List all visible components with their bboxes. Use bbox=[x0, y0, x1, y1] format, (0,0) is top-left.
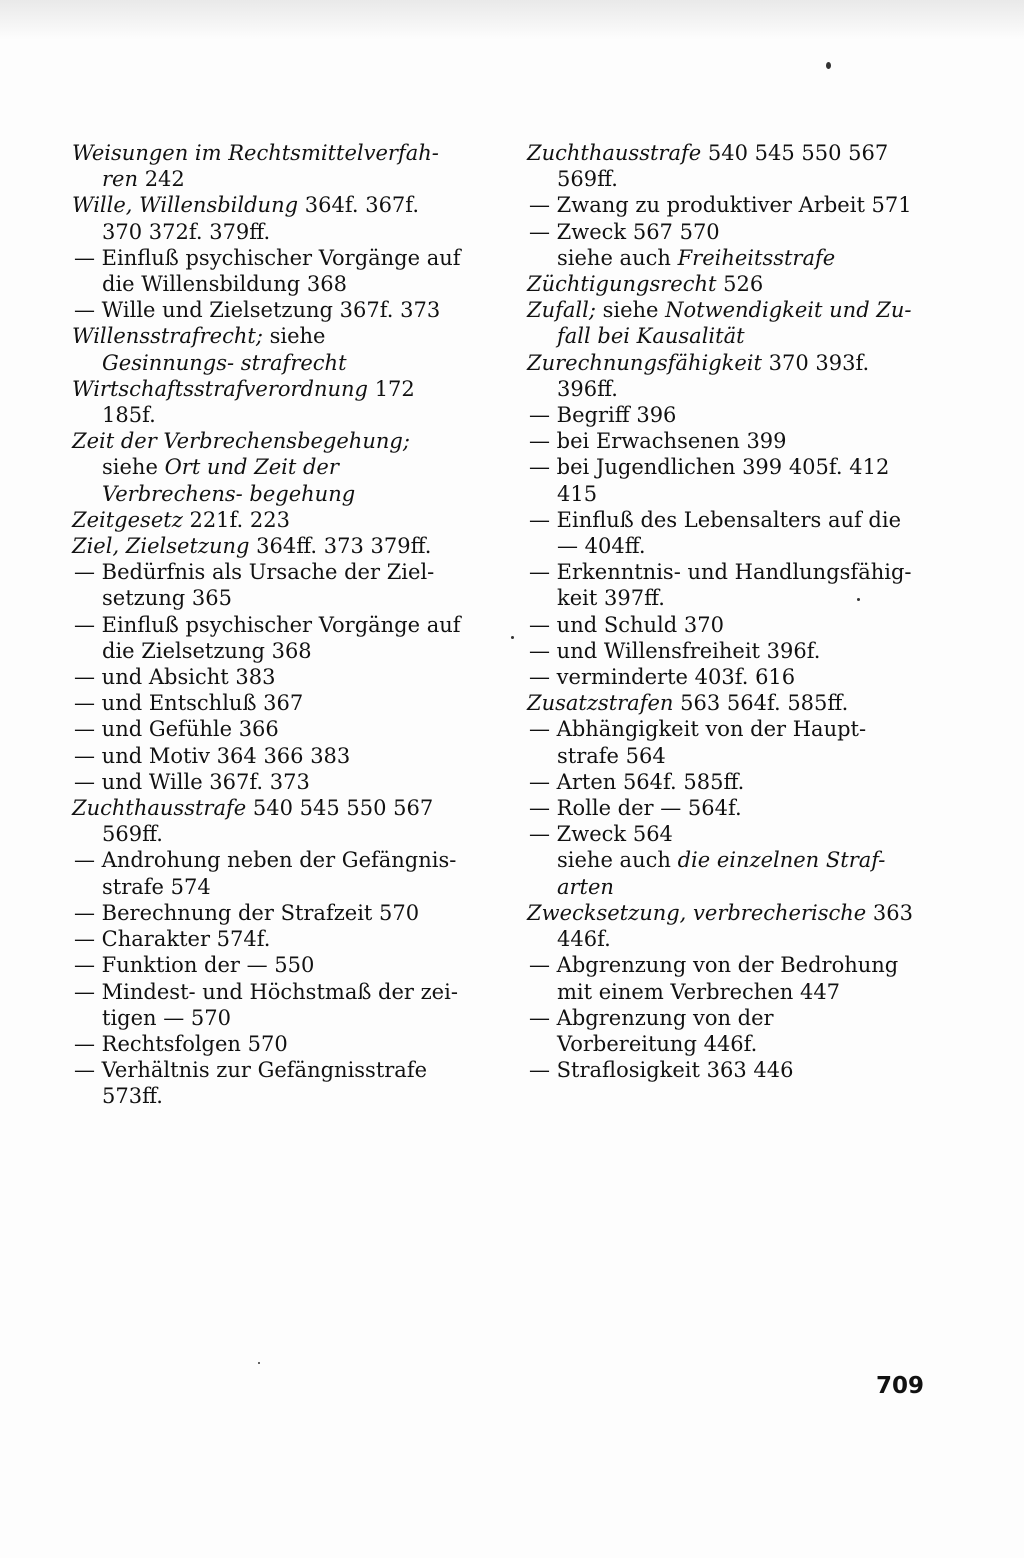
index-subentry bbox=[527, 507, 919, 559]
index-subentry bbox=[72, 297, 464, 323]
index-subentry bbox=[72, 1057, 464, 1109]
entry-term: Zufall; bbox=[527, 298, 596, 323]
index-entry bbox=[72, 428, 464, 507]
index-subentry bbox=[527, 559, 919, 611]
index-crossref bbox=[527, 245, 919, 271]
scan-speck bbox=[826, 62, 831, 69]
entry-references: — Erkenntnis- und Handlungsfähig- keit 397ff. bbox=[529, 560, 912, 611]
entry-references: — Abgrenzung von der Bedrohung mit einem Verbrechen 447 bbox=[529, 953, 899, 1004]
entry-references: 540 545 550 567 569ff. bbox=[102, 796, 434, 847]
entry-references: — Mindest- und Höchstmaß der zei- tigen — 570 bbox=[74, 979, 458, 1030]
entry-term: Zusatzstrafen bbox=[527, 691, 674, 716]
entry-references: 526 bbox=[723, 272, 764, 297]
index-crossref bbox=[527, 847, 919, 899]
entry-references: — Rechtsfolgen 570 bbox=[74, 1031, 288, 1056]
page-number: 709 bbox=[876, 1373, 925, 1399]
index-subentry bbox=[527, 219, 919, 245]
entry-references: 540 545 550 567 569ff. bbox=[557, 141, 889, 192]
index-subentry bbox=[72, 952, 464, 978]
entry-term: Züchtigungsrecht bbox=[527, 272, 717, 297]
index-subentry bbox=[72, 743, 464, 769]
entry-references: siehe auch bbox=[557, 848, 671, 873]
entry-references: — und Motiv 364 366 383 bbox=[74, 743, 351, 768]
index-column-left bbox=[72, 140, 464, 1110]
entry-term: Willensstrafrecht; bbox=[72, 324, 263, 349]
entry-references: — Abgrenzung von der Vorbereitung 446f. bbox=[529, 1005, 774, 1056]
entry-references: — und Schuld 370 bbox=[529, 612, 724, 637]
entry-references: — Einfluß psychischer Vorgänge auf die Willensbildung 368 bbox=[74, 245, 461, 297]
entry-references: — Bedürfnis als Ursache der Ziel- setzung 365 bbox=[74, 560, 435, 611]
entry-see-reference: die einzelnen Straf- arten bbox=[557, 848, 886, 899]
index-subentry bbox=[527, 612, 919, 638]
entry-references: — und Gefühle 366 bbox=[74, 717, 279, 742]
entry-references: siehe bbox=[269, 324, 326, 349]
index-subentry bbox=[72, 716, 464, 742]
index-entry bbox=[72, 507, 464, 533]
index-subentry bbox=[527, 769, 919, 795]
entry-references: — Androhung neben der Gefängnis- strafe 574 bbox=[74, 848, 457, 899]
entry-references: 370 393f. 396ff. bbox=[557, 350, 870, 401]
entry-references: — Zweck 564 bbox=[529, 822, 673, 847]
index-subentry bbox=[72, 1031, 464, 1057]
entry-see-reference: Freiheitsstrafe bbox=[677, 245, 836, 270]
index-subentry bbox=[527, 795, 919, 821]
entry-references: — Begriff 396 bbox=[529, 403, 677, 428]
entry-term: Zeitgesetz bbox=[72, 507, 183, 532]
scan-speck bbox=[857, 598, 860, 601]
entry-references: — Zweck 567 570 bbox=[529, 219, 720, 244]
entry-references: — Zwang zu produktiver Arbeit 571 bbox=[529, 193, 912, 218]
index-subentry bbox=[72, 847, 464, 899]
entry-references: — Abhängigkeit von der Haupt- strafe 564 bbox=[529, 717, 867, 768]
entry-references: — bei Jugendlichen 399 405f. 412 415 bbox=[529, 455, 890, 506]
entry-references: — Rolle der — 564f. bbox=[529, 796, 742, 821]
entry-references: siehe bbox=[602, 298, 659, 323]
scan-speck bbox=[258, 1362, 260, 1364]
index-entry bbox=[72, 323, 464, 375]
index-subentry bbox=[527, 1005, 919, 1057]
index-subentry bbox=[527, 638, 919, 664]
entry-references: 242 bbox=[144, 167, 185, 192]
index-subentry bbox=[527, 821, 919, 847]
entry-term: Wirtschaftsstrafverordnung bbox=[72, 376, 368, 401]
entry-references: 172 185f. bbox=[102, 376, 415, 428]
entry-references: — verminderte 403f. 616 bbox=[529, 665, 796, 690]
scan-shading bbox=[0, 0, 1024, 40]
entry-references: siehe bbox=[102, 455, 158, 480]
entry-references: — und Entschluß 367 bbox=[74, 691, 304, 716]
entry-term: Wille, Willensbildung bbox=[72, 193, 299, 218]
entry-references: 563 564f. 585ff. bbox=[680, 691, 849, 716]
index-subentry bbox=[72, 769, 464, 795]
index-entry bbox=[527, 140, 919, 192]
index-subentry bbox=[527, 402, 919, 428]
index-entry bbox=[527, 900, 919, 952]
entry-see-reference: Ort und Zeit der Verbrechens- begehung bbox=[102, 455, 356, 506]
entry-references: 221f. 223 bbox=[189, 507, 290, 532]
entry-references: — Einfluß psychischer Vorgänge auf die Zielsetzung 368 bbox=[74, 612, 461, 663]
entry-references: — Funktion der — 550 bbox=[74, 953, 315, 978]
index-subentry bbox=[527, 952, 919, 1004]
index-subentry bbox=[527, 192, 919, 218]
index-subentry bbox=[72, 612, 464, 664]
entry-references: — bei Erwachsenen 399 bbox=[529, 429, 787, 454]
index-subentry bbox=[72, 245, 464, 297]
index-subentry bbox=[72, 926, 464, 952]
entry-references: — Straflosigkeit 363 446 bbox=[529, 1058, 794, 1083]
entry-references: — und Wille 367f. 373 bbox=[74, 769, 310, 794]
entry-term: Ziel, Zielsetzung bbox=[72, 534, 250, 559]
entry-term: Weisungen im Rechtsmittelverfah- ren bbox=[72, 141, 439, 192]
index-column-right bbox=[527, 140, 919, 1083]
entry-term: Zurechnungsfähigkeit bbox=[527, 350, 762, 375]
entry-references: 364f. 367f. 370 372f. 379ff. bbox=[102, 193, 419, 244]
entry-see-reference: Gesinnungs- strafrecht bbox=[102, 350, 347, 375]
index-subentry bbox=[527, 454, 919, 506]
index-entry bbox=[72, 533, 464, 559]
entry-term: Zuchthausstrafe bbox=[527, 141, 702, 165]
entry-references: 364ff. 373 379ff. bbox=[256, 534, 432, 559]
index-entry bbox=[527, 297, 919, 349]
entry-references: — Einfluß des Lebensalters auf die — 404ff. bbox=[529, 507, 902, 559]
entry-see-reference: Notwendigkeit und Zu- fall bei Kausalität bbox=[557, 298, 912, 349]
index-entry bbox=[527, 690, 919, 716]
index-subentry bbox=[72, 559, 464, 611]
index-entry bbox=[527, 350, 919, 402]
index-entry bbox=[527, 271, 919, 297]
index-subentry bbox=[72, 664, 464, 690]
entry-references: — Verhältnis zur Gefängnisstrafe 573ff. bbox=[74, 1058, 428, 1109]
index-subentry bbox=[527, 1057, 919, 1083]
entry-references: — Wille und Zielsetzung 367f. 373 bbox=[74, 298, 441, 323]
index-entry bbox=[72, 192, 464, 244]
index-subentry bbox=[527, 716, 919, 768]
index-subentry bbox=[527, 664, 919, 690]
index-entry bbox=[72, 140, 464, 192]
index-entry bbox=[72, 376, 464, 428]
entry-references: — Arten 564f. 585ff. bbox=[529, 769, 745, 794]
index-subentry bbox=[527, 428, 919, 454]
scan-speck bbox=[511, 636, 514, 639]
entry-term: Zeit der Verbrechensbegehung; bbox=[72, 429, 410, 454]
entry-references: — Berechnung der Strafzeit 570 bbox=[74, 900, 420, 925]
entry-references: — und Absicht 383 bbox=[74, 665, 276, 690]
entry-term: Zwecksetzung, verbrecherische bbox=[527, 900, 867, 925]
index-entry bbox=[72, 795, 464, 847]
entry-references: siehe auch bbox=[557, 245, 671, 270]
index-subentry bbox=[72, 690, 464, 716]
entry-references: — Charakter 574f. bbox=[74, 927, 271, 952]
entry-references: — und Willensfreiheit 396f. bbox=[529, 638, 821, 663]
index-subentry bbox=[72, 900, 464, 926]
entry-references: 363 446f. bbox=[557, 900, 914, 952]
index-subentry bbox=[72, 979, 464, 1031]
entry-term: Zuchthausstrafe bbox=[72, 796, 247, 821]
